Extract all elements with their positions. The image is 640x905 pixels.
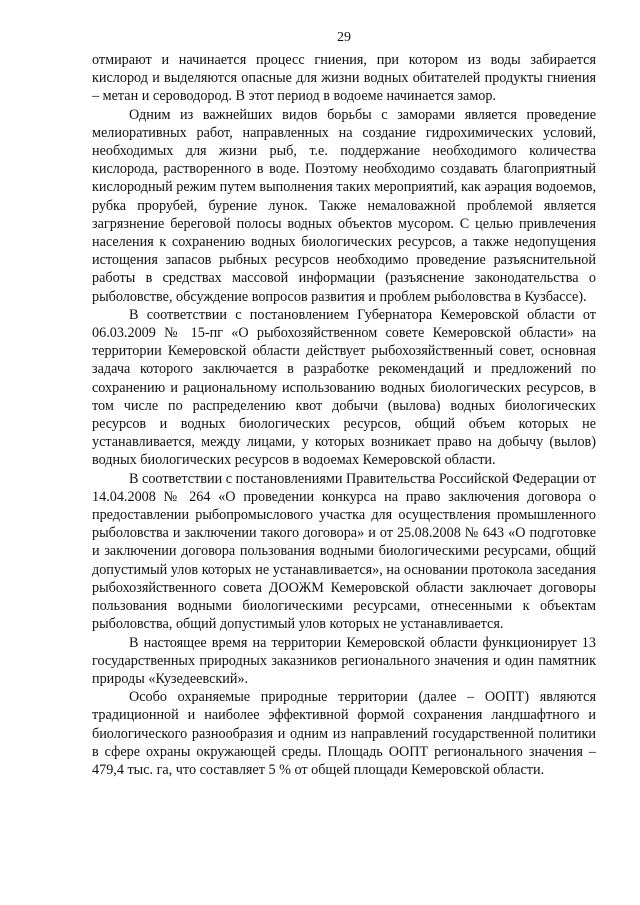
paragraph-zamor-measures: Одним из важнейших видов борьбы с заморами является проведение мелиоративных работ, направленных на создание гидрохимических условий, необходимых для жизни рыб, т.е. поддержание необходимого количества кислорода, растворенного в воде. Поэтому необходимо создавать благоприятный кислородный режим путем выполнения таких мероприятий, как аэрация водоемов, рубка прорубей, бурение лунок. Также немаловажной проблемой является загрязнение береговой полосы водных объектов мусором. С целью привлечения населения к сохранению водных биологических ресурсов, а также недопущения истощения запасов рыбных ресурсов необходимо проведение разъяснительной работы в средствах массовой информации (разъяснение законодательства о рыболовстве, обсуждение вопросов развития и проблем рыболовства в Кузбассе). [92,106,596,305]
paragraph-governor-decree: В соответствии с постановлением Губернатора Кемеровской области от 06.03.2009 № 15-пг «О рыбохозяйственном совете Кемеровской области» на территории Кемеровской области действует рыбохозяйственный совет, основная задача которого заключается в разработке рекомендаций и предложений по сохранению и рациональному использованию водных биологических ресурсов, в том числе по распределению квот добычи (вылова) водных биологических ресурсов и водных биологических ресурсов, общий объем которых не устанавливается, между лицами, у которых возникает право на добычу (вылов) водных биологических ресурсов в водоемах Кемеровской области. [92,306,596,469]
paragraph-nature-reserves: В настоящее время на территории Кемеровской области функционирует 13 государственных природных заказников регионального значения и один памятник природы «Кузедеевский». [92,634,596,687]
paragraph-continuation: отмирают и начинается процесс гниения, при котором из воды забирается кислород и выделяются опасные для жизни водных обитателей продукты гниения – метан и сероводород. В этот период в водоеме начинается замор. [92,52,596,105]
paragraph-protected-areas: Особо охраняемые природные территории (далее – ООПТ) являются традиционной и наиболее эффективной формой сохранения ландшафтного и биологического разнообразия и одним из направлений государственной политики в сфере охраны окружающей среды. Площадь ООПТ регионального значения – 479,4 тыс. га, что составляет 5 % от общей площади Кемеровской области. [92,689,596,778]
paragraph-government-decrees: В соответствии с постановлениями Правительства Российской Федерации от 14.04.2008 № 264 «О проведении конкурса на право заключения договора о предоставлении рыбопромыслового участка для осуществления промышленного рыболовства и заключении такого договора» и от 25.08.2008 № 643 «О подготовке и заключении договора пользования водными биологическими ресурсами, общий допустимый улов которых не устанавливается», на основании протокола заседания рыбохозяйственного совета ДООЖМ Кемеровской области заключает договоры пользования водными биологическими ресурсами, отнесенными к объектам рыболовства, общий допустимый улов которых не устанавливается. [92,470,596,633]
page-number: 29 [337,30,351,45]
